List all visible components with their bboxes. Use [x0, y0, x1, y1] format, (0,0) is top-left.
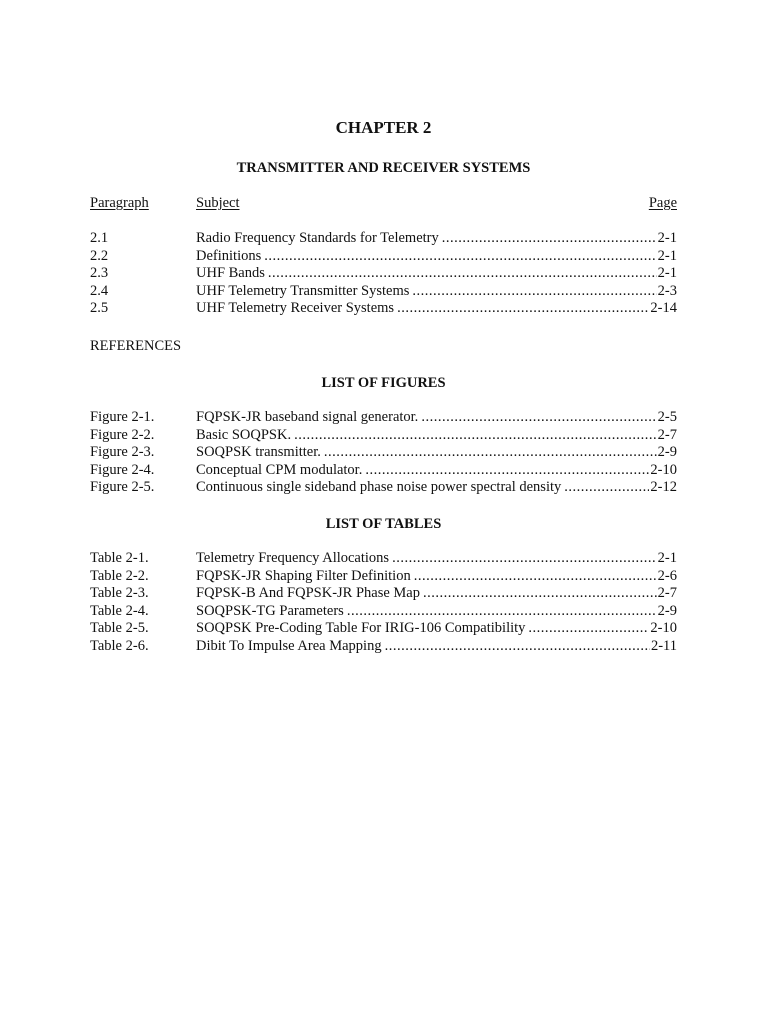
table-caption: SOQPSK-TG Parameters [196, 602, 344, 619]
table-page: 2-7 [657, 585, 677, 602]
dot-leader [385, 638, 650, 656]
paragraph-list [90, 230, 677, 318]
entry-subject: UHF Telemetry Transmitter Systems [196, 282, 410, 299]
table-number: Table 2-3. [90, 585, 149, 602]
dot-leader [397, 300, 649, 318]
figure-caption: SOQPSK transmitter. [196, 444, 321, 461]
entry-page: 2-1 [657, 265, 677, 282]
table-page: 2-6 [657, 567, 677, 584]
figure-caption: Basic SOQPSK. [196, 426, 292, 443]
references-link[interactable]: REFERENCES [90, 337, 182, 354]
figure-number: Figure 2-3. [90, 444, 155, 461]
figure-entry[interactable] [90, 444, 677, 462]
figure-page: 2-10 [650, 461, 677, 478]
table-caption: SOQPSK Pre-Coding Table For IRIG-106 Compatibility [196, 620, 526, 637]
table-caption: Telemetry Frequency Allocations [196, 549, 390, 566]
entry-page: 2-1 [657, 230, 677, 246]
table-page: 2-10 [650, 620, 677, 637]
page-column-header: Page [648, 195, 677, 211]
list-of-tables-title: LIST OF TABLES [325, 515, 442, 532]
chapter-subtitle: TRANSMITTER AND RECEIVER SYSTEMS [236, 160, 531, 176]
toc-entry[interactable] [90, 248, 677, 266]
figure-page: 2-7 [657, 426, 677, 443]
dot-leader [442, 230, 657, 248]
entry-subject: Definitions [196, 247, 262, 264]
table-number: Table 2-5. [90, 620, 149, 637]
table-entry[interactable] [90, 585, 677, 603]
figure-number: Figure 2-5. [90, 479, 155, 496]
table-number: Table 2-1. [90, 549, 149, 566]
figure-page: 2-12 [650, 479, 677, 496]
entry-number: 2.3 [90, 265, 109, 282]
figure-caption: Continuous single sideband phase noise power spectral density [196, 479, 562, 496]
figure-entry[interactable] [90, 409, 677, 427]
figure-entry[interactable] [90, 479, 677, 497]
figure-caption: FQPSK-JR baseband signal generator. [196, 408, 419, 425]
table-number: Table 2-2. [90, 567, 149, 584]
entry-number: 2.1 [90, 230, 109, 246]
toc-header-row [90, 194, 677, 212]
table-number: Table 2-4. [90, 602, 149, 619]
table-entry[interactable] [90, 603, 677, 621]
toc-entry[interactable] [90, 265, 677, 283]
table-entry[interactable] [90, 550, 677, 568]
dot-leader [414, 568, 657, 586]
table-entry[interactable] [90, 568, 677, 586]
entry-number: 2.4 [90, 282, 109, 299]
figure-number: Figure 2-1. [90, 408, 155, 425]
table-entry[interactable] [90, 638, 677, 656]
toc-entry[interactable] [90, 300, 677, 318]
dot-leader [412, 283, 656, 301]
table-caption: FQPSK-B And FQPSK-JR Phase Map [196, 585, 420, 602]
dot-leader [528, 620, 649, 638]
entry-number: 2.2 [90, 247, 109, 264]
figure-page: 2-5 [657, 408, 677, 425]
dot-leader [365, 462, 649, 480]
table-page: 2-11 [650, 637, 677, 654]
tables-list [90, 550, 677, 656]
table-page: 2-9 [657, 602, 677, 619]
page-content [90, 116, 677, 656]
dot-leader [347, 603, 657, 621]
entry-page: 2-3 [657, 282, 677, 299]
table-number: Table 2-6. [90, 637, 149, 654]
entry-number: 2.5 [90, 300, 109, 317]
table-entry[interactable] [90, 620, 677, 638]
table-page: 2-1 [657, 549, 677, 566]
entry-subject: UHF Bands [196, 265, 265, 282]
chapter-title: CHAPTER 2 [335, 118, 432, 137]
dot-leader [324, 444, 657, 462]
dot-leader [264, 248, 656, 266]
toc-entry[interactable] [90, 230, 677, 248]
entry-subject: UHF Telemetry Receiver Systems [196, 300, 395, 317]
dot-leader [423, 585, 657, 603]
dot-leader [564, 479, 649, 497]
figure-caption: Conceptual CPM modulator. [196, 461, 363, 478]
table-caption: Dibit To Impulse Area Mapping [196, 637, 382, 654]
figure-page: 2-9 [657, 444, 677, 461]
dot-leader [392, 550, 657, 568]
subject-column-header: Subject [196, 195, 240, 211]
entry-subject: Radio Frequency Standards for Telemetry [196, 230, 439, 246]
entry-page: 2-14 [650, 300, 677, 317]
entry-page: 2-1 [657, 247, 677, 264]
dot-leader [421, 409, 656, 427]
dot-leader [268, 265, 657, 283]
toc-entry[interactable] [90, 283, 677, 301]
dot-leader [294, 427, 657, 445]
figure-number: Figure 2-4. [90, 461, 155, 478]
figures-list [90, 409, 677, 497]
figure-entry[interactable] [90, 462, 677, 480]
figure-number: Figure 2-2. [90, 426, 155, 443]
paragraph-column-header: Paragraph [90, 195, 149, 211]
list-of-figures-title: LIST OF FIGURES [321, 374, 446, 391]
table-caption: FQPSK-JR Shaping Filter Definition [196, 567, 411, 584]
figure-entry[interactable] [90, 427, 677, 445]
